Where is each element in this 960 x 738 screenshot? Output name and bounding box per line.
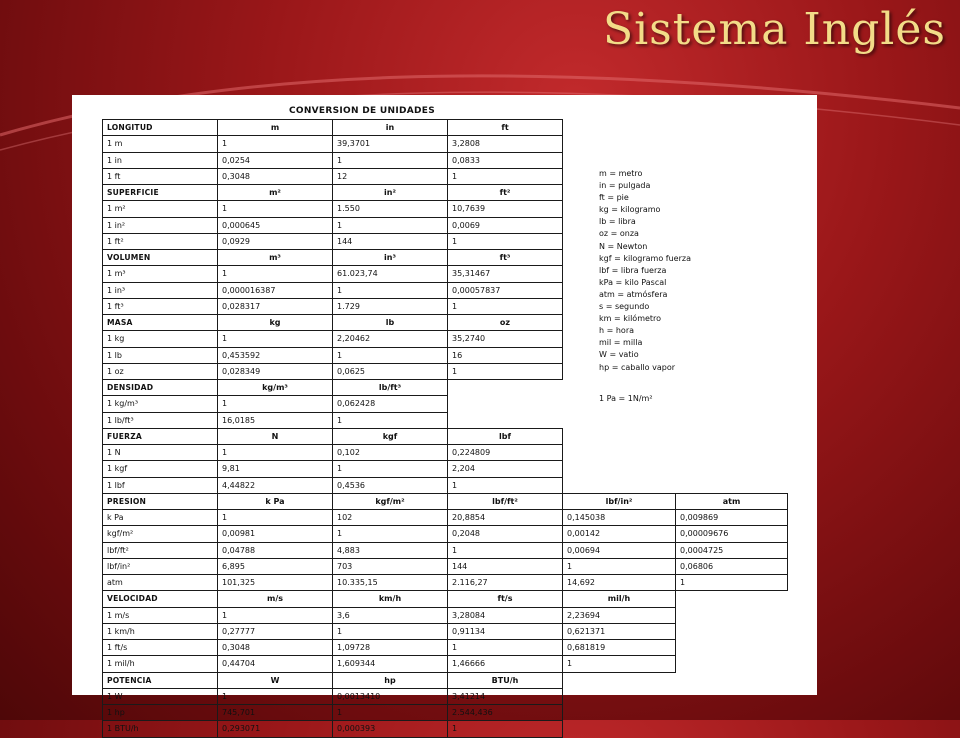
empty-cell [676, 461, 788, 477]
empty-cell [676, 672, 788, 688]
empty-cell [676, 136, 788, 152]
section-header-row [103, 120, 788, 136]
empty-cell [676, 315, 788, 331]
empty-cell [676, 347, 788, 363]
value-cell: 10.335,15 [333, 575, 448, 591]
row-label-cell: 1 N [103, 445, 218, 461]
section-category-cell: SUPERFICIE [103, 185, 218, 201]
row-label-cell: 1 hp [103, 705, 218, 721]
value-cell: 39,3701 [333, 136, 448, 152]
value-cell: 1 [218, 331, 333, 347]
sheet-title: CONVERSION DE UNIDADES [288, 106, 436, 116]
unit-header-cell: in [333, 120, 448, 136]
row-label-cell: 1 ft³ [103, 298, 218, 314]
value-cell: 1 [218, 396, 333, 412]
unit-header-cell: ft [448, 120, 563, 136]
table-row [103, 575, 788, 591]
value-cell: 1,09728 [333, 640, 448, 656]
legend-item: in = pulgada [599, 181, 651, 191]
value-cell: 16 [448, 347, 563, 363]
section-category-cell: VOLUMEN [103, 250, 218, 266]
value-cell: 12 [333, 168, 448, 184]
legend-item: atm = atmósfera [599, 289, 668, 299]
table-row [103, 705, 788, 721]
empty-cell [676, 623, 788, 639]
legend-item: oz = onza [599, 229, 639, 239]
value-cell: 0,0069 [448, 217, 563, 233]
table-row [103, 688, 788, 704]
value-cell: 9,81 [218, 461, 333, 477]
section-category-cell: FUERZA [103, 428, 218, 444]
empty-cell [676, 201, 788, 217]
unit-header-cell: m² [218, 185, 333, 201]
value-cell: 0,0004725 [676, 542, 788, 558]
empty-cell [676, 721, 788, 737]
table-row [103, 412, 788, 428]
table-row [103, 510, 788, 526]
legend-item: hp = caballo vapor [599, 362, 675, 372]
pascal-note: 1 Pa = 1N/m² [599, 393, 653, 403]
value-cell: 0,000016387 [218, 282, 333, 298]
empty-cell [676, 396, 788, 412]
empty-cell [563, 688, 676, 704]
value-cell: 0,000645 [218, 217, 333, 233]
unit-header-cell: BTU/h [448, 672, 563, 688]
row-label-cell: 1 ft [103, 168, 218, 184]
value-cell: 0,0929 [218, 233, 333, 249]
value-cell: 0,681819 [563, 640, 676, 656]
section-header-row [103, 672, 788, 688]
value-cell: 0,00057837 [448, 282, 563, 298]
unit-header-cell: ft² [448, 185, 563, 201]
empty-cell [563, 721, 676, 737]
empty-cell [563, 120, 676, 136]
empty-cell [448, 396, 563, 412]
empty-cell [676, 477, 788, 493]
unit-header-cell: kgf [333, 428, 448, 444]
row-label-cell: 1 kg/m³ [103, 396, 218, 412]
value-cell: 0,44704 [218, 656, 333, 672]
empty-cell [676, 250, 788, 266]
legend-item: lb = libra [599, 217, 636, 227]
empty-cell [676, 217, 788, 233]
legend-item: kgf = kilogramo fuerza [599, 253, 691, 263]
empty-cell [676, 705, 788, 721]
value-cell: 0,2048 [448, 526, 563, 542]
table-row [103, 640, 788, 656]
value-cell: 1 [333, 461, 448, 477]
unit-header-cell: N [218, 428, 333, 444]
empty-cell [676, 607, 788, 623]
value-cell: 1 [448, 542, 563, 558]
table-row [103, 558, 788, 574]
value-cell: 1 [448, 363, 563, 379]
value-cell: 1 [333, 412, 448, 428]
table-row [103, 477, 788, 493]
value-cell: 1 [448, 298, 563, 314]
row-label-cell: 1 oz [103, 363, 218, 379]
value-cell: 16,0185 [218, 412, 333, 428]
value-cell: 10,7639 [448, 201, 563, 217]
value-cell: 4,883 [333, 542, 448, 558]
row-label-cell: 1 ft/s [103, 640, 218, 656]
empty-cell [563, 152, 676, 168]
value-cell: 0,06806 [676, 558, 788, 574]
section-header-row [103, 591, 788, 607]
row-label-cell: 1 kgf [103, 461, 218, 477]
legend-item: W = vatio [599, 350, 639, 360]
unit-header-cell: in² [333, 185, 448, 201]
value-cell: 1 [448, 233, 563, 249]
table-row [103, 136, 788, 152]
row-label-cell: 1 W [103, 688, 218, 704]
value-cell: 1 [333, 217, 448, 233]
value-cell: 0,3048 [218, 168, 333, 184]
value-cell: 1 [218, 607, 333, 623]
value-cell: 0,0254 [218, 152, 333, 168]
value-cell: 0,102 [333, 445, 448, 461]
empty-cell [676, 656, 788, 672]
value-cell: 101,325 [218, 575, 333, 591]
unit-header-cell: mil/h [563, 591, 676, 607]
value-cell: 3,28084 [448, 607, 563, 623]
value-cell: 20,8854 [448, 510, 563, 526]
value-cell: 2,204 [448, 461, 563, 477]
empty-cell [676, 640, 788, 656]
value-cell: 0,0625 [333, 363, 448, 379]
unit-header-cell: lb/ft³ [333, 380, 448, 396]
value-cell: 0,00694 [563, 542, 676, 558]
value-cell: 0,062428 [333, 396, 448, 412]
row-label-cell: 1 in³ [103, 282, 218, 298]
empty-cell [563, 412, 676, 428]
value-cell: 2.544,436 [448, 705, 563, 721]
empty-cell [676, 412, 788, 428]
value-cell: 0,27777 [218, 623, 333, 639]
value-cell: 0,0833 [448, 152, 563, 168]
unit-header-cell: ft/s [448, 591, 563, 607]
value-cell: 2,23694 [563, 607, 676, 623]
value-cell: 35,2740 [448, 331, 563, 347]
value-cell: 61.023,74 [333, 266, 448, 282]
empty-cell [676, 298, 788, 314]
slide-title: Sistema Inglés [602, 4, 946, 55]
unit-header-cell: atm [676, 493, 788, 509]
row-label-cell: kgf/m² [103, 526, 218, 542]
section-category-cell: LONGITUD [103, 120, 218, 136]
empty-cell [676, 266, 788, 282]
table-row [103, 623, 788, 639]
value-cell: 0,009869 [676, 510, 788, 526]
value-cell: 0,04788 [218, 542, 333, 558]
row-label-cell: 1 lb [103, 347, 218, 363]
unit-header-cell: in³ [333, 250, 448, 266]
value-cell: 0,293071 [218, 721, 333, 737]
empty-cell [676, 185, 788, 201]
unit-header-cell: hp [333, 672, 448, 688]
empty-cell [676, 331, 788, 347]
value-cell: 1 [563, 558, 676, 574]
value-cell: 0,00981 [218, 526, 333, 542]
value-cell: 1 [563, 656, 676, 672]
table-row [103, 721, 788, 737]
value-cell: 1 [218, 510, 333, 526]
row-label-cell: 1 m² [103, 201, 218, 217]
value-cell: 0,00142 [563, 526, 676, 542]
legend-item: ft = pie [599, 193, 629, 203]
value-cell: 0,4536 [333, 477, 448, 493]
value-cell: 1 [333, 347, 448, 363]
conversion-sheet [72, 95, 817, 734]
empty-cell [563, 136, 676, 152]
unit-header-cell: kg/m³ [218, 380, 333, 396]
empty-cell [676, 233, 788, 249]
value-cell: 3,41214 [448, 688, 563, 704]
legend-item: kPa = kilo Pascal [599, 277, 667, 287]
value-cell: 0,145038 [563, 510, 676, 526]
legend-item: h = hora [599, 326, 635, 336]
empty-cell [563, 461, 676, 477]
empty-cell [676, 120, 788, 136]
value-cell: 0,621371 [563, 623, 676, 639]
unit-header-cell: W [218, 672, 333, 688]
row-label-cell: 1 m/s [103, 607, 218, 623]
row-label-cell: 1 lbf [103, 477, 218, 493]
row-label-cell: 1 lb/ft³ [103, 412, 218, 428]
legend-item: m = metro [599, 169, 643, 178]
section-category-cell: VELOCIDAD [103, 591, 218, 607]
legend-item: lbf = libra fuerza [599, 265, 667, 275]
value-cell: 144 [333, 233, 448, 249]
value-cell: 0,224809 [448, 445, 563, 461]
table-row [103, 656, 788, 672]
empty-cell [563, 428, 676, 444]
value-cell: 2,20462 [333, 331, 448, 347]
legend-item: s = segundo [599, 302, 650, 312]
value-cell: 3,6 [333, 607, 448, 623]
value-cell: 1 [218, 445, 333, 461]
value-cell: 1 [448, 477, 563, 493]
legend-item: N = Newton [599, 241, 648, 251]
legend-item: mil = milla [599, 338, 643, 348]
value-cell: 35,31467 [448, 266, 563, 282]
row-label-cell: lbf/ft² [103, 542, 218, 558]
row-label-cell: 1 ft² [103, 233, 218, 249]
section-header-row [103, 493, 788, 509]
value-cell: 4,44822 [218, 477, 333, 493]
empty-cell [676, 591, 788, 607]
empty-cell [563, 672, 676, 688]
value-cell: 3,2808 [448, 136, 563, 152]
empty-cell [563, 477, 676, 493]
table-row [103, 607, 788, 623]
unit-header-cell: m³ [218, 250, 333, 266]
empty-cell [676, 282, 788, 298]
row-label-cell: 1 BTU/h [103, 721, 218, 737]
value-cell: 703 [333, 558, 448, 574]
unit-header-cell: oz [448, 315, 563, 331]
value-cell: 1 [333, 623, 448, 639]
value-cell: 0,3048 [218, 640, 333, 656]
value-cell: 1 [218, 136, 333, 152]
empty-cell [676, 168, 788, 184]
empty-cell [676, 688, 788, 704]
value-cell: 0,028349 [218, 363, 333, 379]
value-cell: 0,453592 [218, 347, 333, 363]
empty-cell [563, 445, 676, 461]
value-cell: 0,00009676 [676, 526, 788, 542]
empty-cell [448, 380, 563, 396]
unit-header-cell: lbf/in² [563, 493, 676, 509]
value-cell: 102 [333, 510, 448, 526]
empty-cell [676, 445, 788, 461]
section-category-cell: MASA [103, 315, 218, 331]
value-cell: 14,692 [563, 575, 676, 591]
unit-legend [599, 168, 691, 405]
row-label-cell: 1 kg [103, 331, 218, 347]
unit-header-cell: kg [218, 315, 333, 331]
value-cell: 1 [676, 575, 788, 591]
value-cell: 1 [448, 168, 563, 184]
value-cell: 1 [448, 640, 563, 656]
section-category-cell: DENSIDAD [103, 380, 218, 396]
empty-cell [448, 412, 563, 428]
row-label-cell: lbf/in² [103, 558, 218, 574]
section-category-cell: POTENCIA [103, 672, 218, 688]
section-header-row [103, 428, 788, 444]
table-row [103, 461, 788, 477]
value-cell: 1,46666 [448, 656, 563, 672]
row-label-cell: 1 in² [103, 217, 218, 233]
value-cell: 1 [218, 688, 333, 704]
legend-item: kg = kilogramo [599, 205, 661, 215]
value-cell: 0,0013410 [333, 688, 448, 704]
value-cell: 1 [333, 705, 448, 721]
value-cell: 1 [333, 282, 448, 298]
empty-cell [676, 363, 788, 379]
unit-header-cell: kgf/m² [333, 493, 448, 509]
unit-header-cell: lb [333, 315, 448, 331]
value-cell: 1 [448, 721, 563, 737]
unit-header-cell: lbf [448, 428, 563, 444]
row-label-cell: atm [103, 575, 218, 591]
value-cell: 6,895 [218, 558, 333, 574]
section-category-cell: PRESION [103, 493, 218, 509]
value-cell: 144 [448, 558, 563, 574]
row-label-cell: 1 mil/h [103, 656, 218, 672]
table-row [103, 445, 788, 461]
unit-header-cell: k Pa [218, 493, 333, 509]
value-cell: 1.550 [333, 201, 448, 217]
value-cell: 0,000393 [333, 721, 448, 737]
row-label-cell: 1 in [103, 152, 218, 168]
table-row [103, 152, 788, 168]
value-cell: 0,028317 [218, 298, 333, 314]
row-label-cell: 1 m [103, 136, 218, 152]
empty-cell [676, 152, 788, 168]
value-cell: 1.729 [333, 298, 448, 314]
value-cell: 1 [333, 526, 448, 542]
legend-item: km = kilómetro [599, 314, 662, 324]
value-cell: 1 [218, 201, 333, 217]
unit-header-cell: m/s [218, 591, 333, 607]
value-cell: 1 [333, 152, 448, 168]
value-cell: 745,701 [218, 705, 333, 721]
empty-cell [676, 428, 788, 444]
row-label-cell: k Pa [103, 510, 218, 526]
value-cell: 1,609344 [333, 656, 448, 672]
row-label-cell: 1 m³ [103, 266, 218, 282]
value-cell: 2.116,27 [448, 575, 563, 591]
table-row [103, 526, 788, 542]
value-cell: 0,91134 [448, 623, 563, 639]
unit-header-cell: km/h [333, 591, 448, 607]
unit-header-cell: m [218, 120, 333, 136]
empty-cell [563, 705, 676, 721]
value-cell: 1 [218, 266, 333, 282]
row-label-cell: 1 km/h [103, 623, 218, 639]
unit-header-cell: lbf/ft² [448, 493, 563, 509]
empty-cell [676, 380, 788, 396]
unit-header-cell: ft³ [448, 250, 563, 266]
table-row [103, 542, 788, 558]
